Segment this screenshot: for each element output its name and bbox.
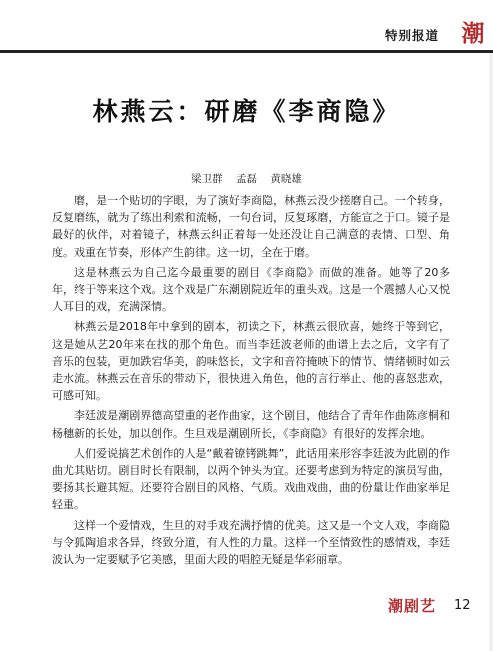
- section-label: 特别报道: [385, 28, 440, 43]
- author-name: 黄晓雄: [270, 173, 302, 185]
- paragraph: 这是林燕云为自己迄今最重要的剧目《李商隐》而做的准备。她等了20多年，终于等来这个戏。这个戏是广东潮剧院近年的重头戏。这是一个震撼人心又悦人耳目的戏，充满深情。: [52, 265, 450, 314]
- page-number: 12: [454, 598, 471, 613]
- magazine-logo: 潮: [461, 20, 485, 47]
- article-title: 林燕云：研磨《李商隐》: [92, 97, 401, 126]
- article-body: [52, 192, 450, 571]
- footer-logo: 潮剧艺: [388, 597, 437, 615]
- paragraph: 林燕云是2018年中拿到的剧本，初读之下，林燕云很欣喜，她终于等到它，这是她从艺20年来在找的那个角色。而当李廷波老师的曲谱上去之后，文字有了音乐的包装，更加跌宕华美，韵味悠长，文字和音符掩映下的情节、情绪顿时如云走水流。林燕云在音乐的带动下，很快进入角色，他的言行举止、他的喜怒悲欢，可感可知。: [52, 320, 450, 403]
- header-rule: [0, 50, 493, 53]
- author-name: 孟磊: [236, 173, 257, 185]
- page-edge: [489, 53, 493, 651]
- byline: [0, 171, 493, 186]
- paragraph: 李廷波是潮剧界德高望重的老作曲家，这个剧目，他结合了青年作曲陈彦桐和杨穗新的长处，加以创作。生旦戏是潮剧所长，《李商隐》有很好的发挥余地。: [52, 409, 450, 440]
- paragraph: 这样一个爱情戏，生旦的对手戏充满抒情的优美。这又是一个文人戏，李商隐与令狐陶追求各异，终致分道，有人性的力量。这样一个至情致性的感情戏，李廷波认为一定要赋予它美感，里面大段的唱腔无疑是华彩丽章。: [52, 518, 450, 567]
- paragraph: 人们爱说搞艺术创作的人是“戴着镣铐跳舞”，此话用来形容李廷波为此剧的作曲尤其贴切。剧目时长有限制，以两个钟头为宜。还要考虑到为特定的演员写曲，要扬其长避其短。还要符合剧目的风格、气质。戏曲戏曲，曲的份量让作曲家举足轻重。: [52, 446, 450, 512]
- paragraph: 磨，是一个贴切的字眼，为了演好李商隐，林燕云没少搓磨自己。一个转身，反复磨练，就为了练出利索和流畅，一句台词，反复琢磨，方能宣之于口。镜子是最好的伙伴，对着镜子，林燕云纠正着每一处还没让自己满意的表情、口型、角度。戏重在节奏，形体产生韵律。这一切，全在于磨。: [52, 194, 450, 259]
- author-name: 梁卫群: [191, 173, 223, 185]
